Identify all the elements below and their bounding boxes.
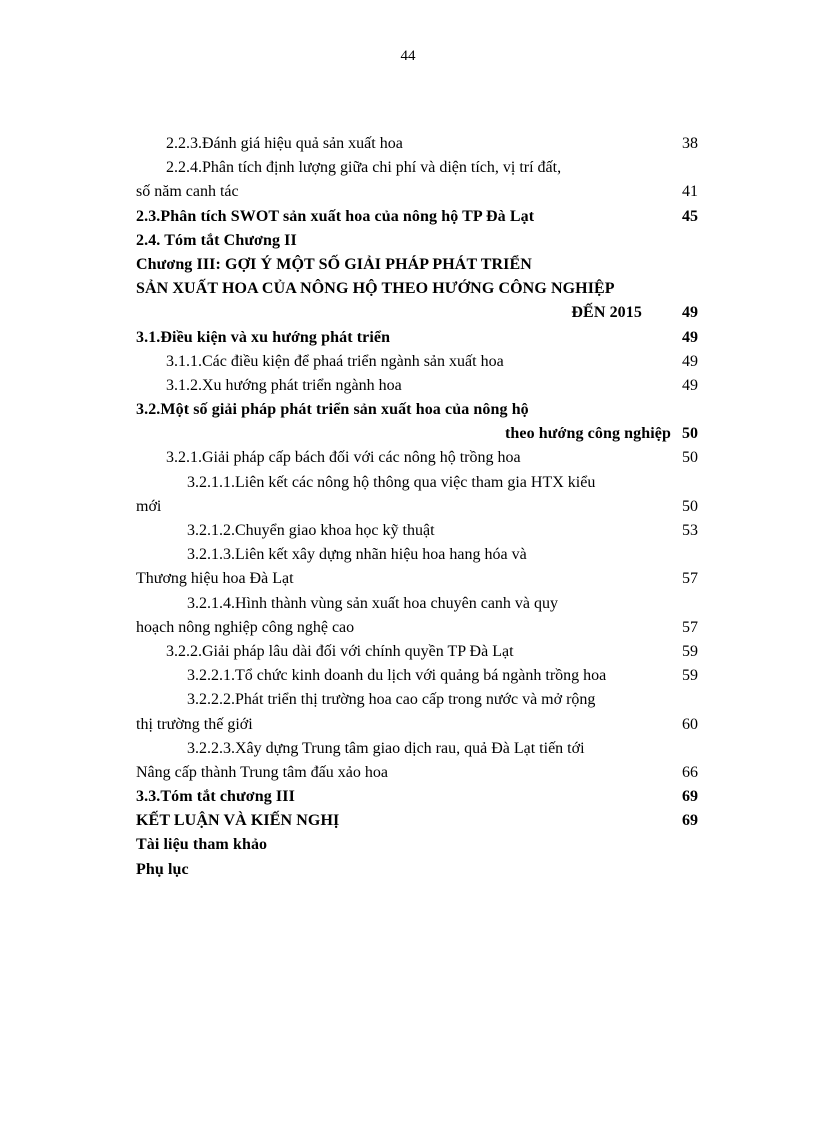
toc-entry-page: 49 (682, 352, 698, 370)
toc-entry-3-2-2-2 (136, 688, 698, 712)
toc-chapter-3-heading (136, 253, 698, 277)
toc-entry-page: 60 (682, 715, 698, 733)
toc-entry-3-2-1-4 (136, 592, 698, 616)
toc-entry-title: 2.3.Phân tích SWOT sản xuất hoa của nông hộ TP Đà Lạt (136, 207, 535, 225)
toc-entry-page: 53 (682, 522, 698, 539)
toc-entry-page: 69 (682, 788, 698, 806)
toc-entry-title: 3.2.1.Giải pháp cấp bách đối với các nông hộ trồng hoa (166, 449, 521, 467)
toc-entry-page: 59 (682, 667, 698, 685)
toc-entry-3-2-1-3-cont (136, 567, 698, 591)
toc-chapter-3-heading-cont (136, 277, 698, 301)
toc-entry-title: ĐẾN 2015 (571, 304, 642, 322)
toc-entry-3-2-2-2-cont (136, 713, 698, 737)
toc-entry-3-2-cont (136, 422, 698, 446)
toc-entry-page: 66 (682, 763, 698, 781)
toc-entry-2-3 (136, 205, 698, 229)
toc-entry-page: 45 (682, 207, 698, 225)
toc-entry-title: 3.1.1.Các điều kiện để phaá triển ngành sản xuất hoa (166, 352, 504, 370)
toc-entry-title: SẢN XUẤT HOA CỦA NÔNG HỘ THEO HƯỚNG CÔNG NGHIỆP (136, 280, 615, 298)
toc-entry-2-2-4-cont (136, 180, 698, 204)
toc-entry-3-2-2-1 (136, 664, 698, 688)
toc-entry-3-2-2-3-cont (136, 761, 698, 785)
toc-entry-title: 3.2.2.2.Phát triển thị trường hoa cao cấp trong nước và mở rộng (187, 691, 596, 709)
toc-entry-page: 69 (682, 812, 698, 830)
toc-entry-3-2 (136, 398, 698, 422)
toc-entry-page: 57 (682, 570, 698, 588)
toc-entry-title: 3.2.2.3.Xây dựng Trung tâm giao dịch rau, quả Đà Lạt tiến tới (187, 739, 585, 757)
toc-entry-title: Nâng cấp thành Trung tâm đấu xảo hoa (136, 763, 388, 781)
toc-entry-3-1 (136, 326, 698, 350)
toc-entry-title: mới (136, 497, 162, 515)
toc-entry-title: 3.2.1.1.Liên kết các nông hộ thông qua việc tham gia HTX kiểu (187, 473, 596, 491)
toc-entry-title: 3.2.1.4.Hình thành vùng sản xuất hoa chuyên canh và quy (187, 594, 559, 612)
page-number: 44 (400, 48, 416, 64)
toc-entry-title: thị trường thế giới (136, 715, 253, 733)
toc-entry-title: số năm canh tác (136, 183, 239, 201)
toc-entry-title: 3.2.Một số giải pháp phát triển sản xuất hoa của nông hộ (136, 401, 529, 419)
toc-entry-title: 3.2.2.1.Tổ chức kinh doanh du lịch với quảng bá ngành trồng hoa (187, 667, 607, 685)
toc-entry-3-2-1-4-cont (136, 616, 698, 640)
toc-entry-title: 2.2.3.Đánh giá hiệu quả sản xuất hoa (166, 135, 403, 152)
toc-entry-2-2-3 (136, 132, 698, 156)
toc-chapter-3-heading-end (136, 301, 698, 325)
toc-entry-2-2-4 (136, 156, 698, 180)
toc-entry-3-2-1 (136, 446, 698, 470)
toc-entry-page: 38 (682, 135, 698, 152)
toc-entry-title: 3.1.2.Xu hướng phát triển ngành hoa (166, 376, 402, 394)
toc-entry-3-2-2 (136, 640, 698, 664)
toc-entry-title: Chương III: GỢI Ý MỘT SỐ GIẢI PHÁP PHÁT TRIỂN (136, 255, 532, 273)
toc-entry-title: 2.2.4.Phân tích định lượng giữa chi phí và diện tích, vị trí đất, (166, 159, 562, 177)
table-of-contents (136, 132, 698, 882)
toc-entry-title: 3.2.2.Giải pháp lâu dài đối với chính quyền TP Đà Lạt (166, 642, 514, 660)
toc-entry-page: 50 (682, 449, 698, 467)
toc-entry-page: 49 (682, 304, 698, 322)
toc-entry-3-1-1 (136, 350, 698, 374)
toc-entry-3-1-2 (136, 374, 698, 398)
toc-entry-page: 57 (682, 618, 698, 636)
toc-entry-3-2-1-2 (136, 519, 698, 543)
toc-entry-2-4 (136, 229, 698, 253)
toc-entry-page: 59 (682, 642, 698, 660)
toc-entry-appendix (136, 858, 698, 882)
toc-entry-3-2-1-1 (136, 471, 698, 495)
toc-entry-title: KẾT LUẬN VÀ KIẾN NGHỊ (136, 812, 340, 830)
toc-entry-page: 50 (682, 425, 698, 443)
toc-entry-title: Phụ lục (136, 860, 189, 878)
toc-entry-references (136, 833, 698, 857)
toc-entry-page: 41 (682, 183, 698, 201)
toc-entry-conclusion (136, 809, 698, 833)
toc-entry-title: hoạch nông nghiệp công nghệ cao (136, 618, 355, 636)
toc-entry-title: 2.4. Tóm tắt Chương II (136, 231, 297, 249)
toc-entry-title: Thương hiệu hoa Đà Lạt (136, 570, 294, 588)
toc-entry-3-3 (136, 785, 698, 809)
toc-entry-title: Tài liệu tham khảo (136, 836, 268, 854)
toc-entry-page: 49 (682, 376, 698, 394)
toc-entry-title: 3.2.1.3.Liên kết xây dựng nhãn hiệu hoa hang hóa và (187, 546, 527, 564)
toc-entry-title: 3.2.1.2.Chuyển giao khoa học kỹ thuật (187, 522, 435, 539)
toc-entry-page: 49 (682, 328, 698, 346)
toc-entry-3-2-1-1-cont (136, 495, 698, 519)
toc-entry-3-2-1-3 (136, 543, 698, 567)
toc-entry-title: 3.3.Tóm tắt chương III (136, 788, 295, 806)
toc-entry-title: theo hướng công nghiệp (504, 425, 671, 443)
toc-entry-title: 3.1.Điều kiện và xu hướng phát triển (136, 328, 391, 346)
toc-entry-page: 50 (682, 497, 698, 515)
toc-entry-3-2-2-3 (136, 737, 698, 761)
